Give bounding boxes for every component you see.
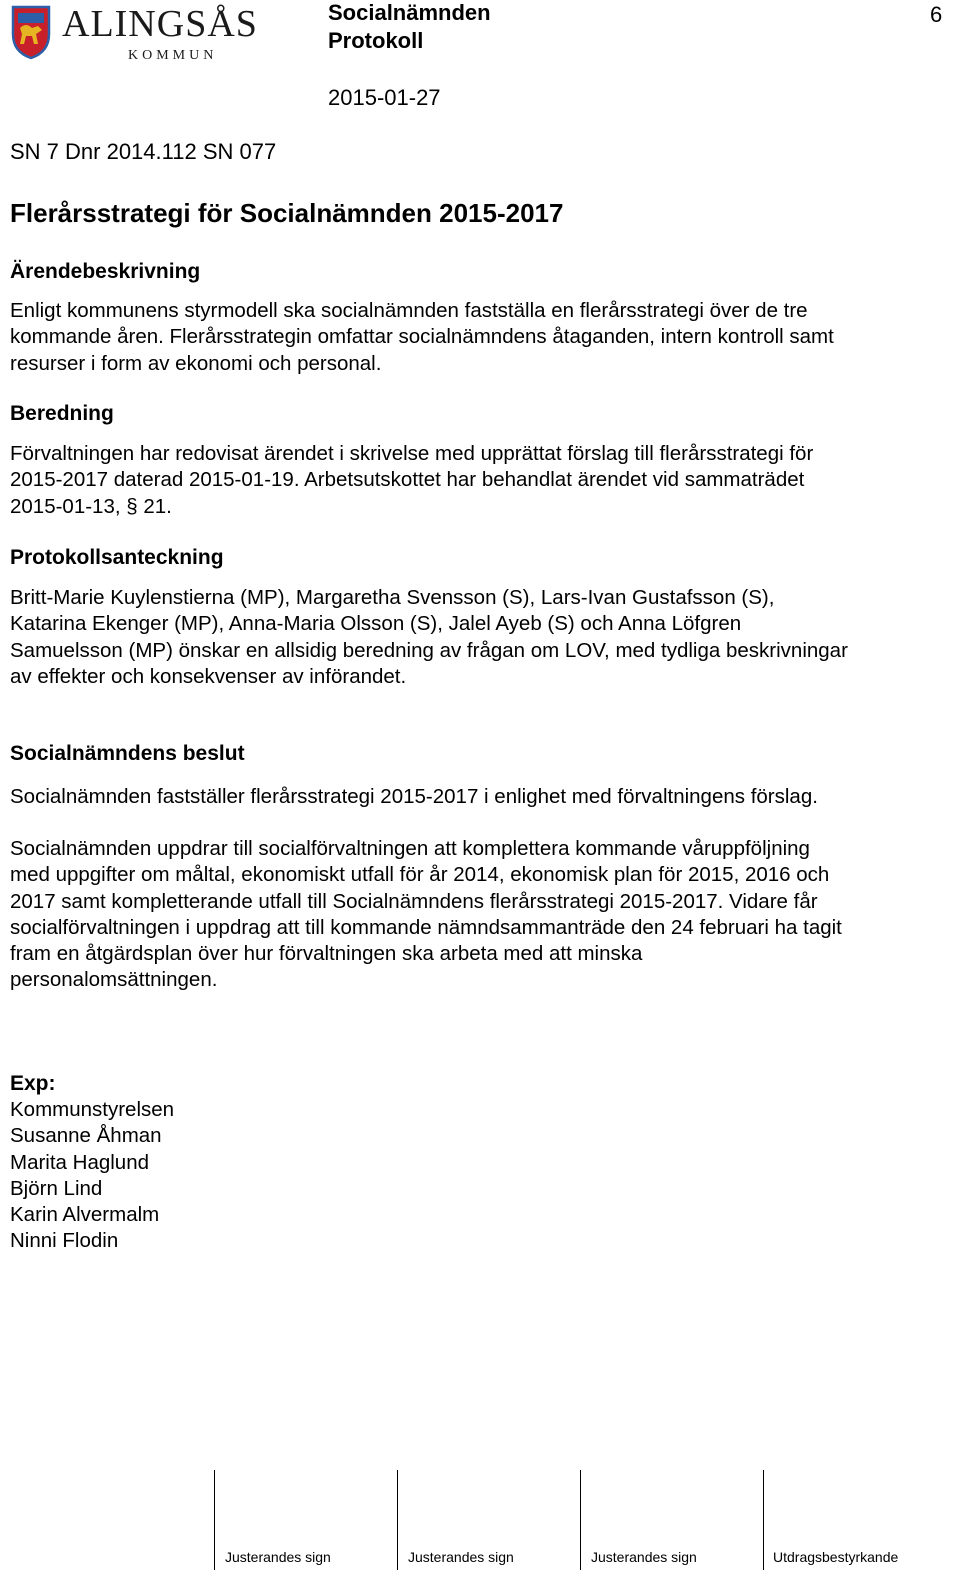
text-line: socialförvaltningen i uppdrag att till kommande nämndsammanträde den 24 februari ha tagit (10, 915, 842, 939)
text-line: Katarina Ekenger (MP), Anna-Maria Olsson (S), Jalel Ayeb (S) och Anna Löfgren (10, 612, 742, 636)
municipality-logo (10, 2, 290, 66)
list-item: Susanne Åhman (10, 1124, 162, 1148)
distribution-list (10, 1097, 174, 1255)
text-line: Enligt kommunens styrmodell ska socialnämnden fastställa en flerårsstrategi över de tre (10, 299, 808, 322)
text-line: fram en åtgärdsplan över hur förvaltningen ska arbeta med att minska (10, 942, 643, 966)
text-line: kommande åren. Flerårsstrategin omfattar socialnämndens åtaganden, intern kontroll samt (10, 325, 834, 349)
list-item: Marita Haglund (10, 1150, 150, 1174)
text-line: 2015-2017 daterad 2015-01-19. Arbetsutskottet har behandlat ärendet vid sammaträdet (10, 468, 805, 492)
coat-of-arms-icon (10, 4, 52, 60)
text-line: Samuelsson (MP) önskar en allsidig beredning av frågan om LOV, med tydliga beskrivningar (10, 638, 848, 662)
text-line: Förvaltningen har redovisat ärendet i skrivelse med upprättat förslag till flerårsstrategi för (10, 442, 814, 465)
preparation-paragraph (10, 441, 813, 520)
distribution-label: Exp: (10, 1072, 56, 1095)
section-heading-description: Ärendebeskrivning (10, 260, 201, 283)
logo-subtitle: KOMMUN (128, 48, 218, 63)
signature-divider (397, 1470, 398, 1570)
section-heading-minutes-note: Protokollsanteckning (10, 546, 224, 569)
text-line: Britt-Marie Kuylenstierna (MP), Margaretha Svensson (S), Lars-Ivan Gustafsson (S), (10, 586, 775, 609)
signature-label: Justerandes sign (591, 1549, 697, 1565)
text-line: med uppgifter om måltal, ekonomiskt utfall för år 2014, ekonomisk plan för 2015, 2016 och (10, 863, 830, 887)
signature-divider (763, 1470, 764, 1570)
signature-label: Justerandes sign (408, 1549, 514, 1565)
text-line: Socialnämnden uppdrar till socialförvaltningen att komplettera kommande våruppföljning (10, 837, 810, 860)
page-number: 6 (930, 2, 943, 27)
list-item: Kommunstyrelsen (10, 1098, 175, 1121)
decision-paragraph-1 (10, 784, 818, 810)
page-title: Flerårsstrategi för Socialnämnden 2015-2017 (10, 198, 564, 228)
text-line: 2017 samt kompletterande utfall till Socialnämndens flerårsstrategi 2015-2017. Vidare får (10, 889, 818, 913)
text-line: Socialnämnden fastställer flerårsstrategi 2015-2017 i enlighet med förvaltningens förslag. (10, 785, 818, 808)
section-heading-preparation: Beredning (10, 402, 114, 425)
text-line: resurser i form av ekonomi och personal. (10, 351, 382, 375)
document-type: Protokoll (328, 28, 424, 53)
decision-paragraph-2 (10, 836, 842, 994)
signature-label: Justerandes sign (225, 1549, 331, 1565)
description-paragraph (10, 298, 834, 377)
signature-label: Utdragsbestyrkande (773, 1549, 899, 1565)
case-reference: SN 7 Dnr 2014.112 SN 077 (10, 139, 277, 164)
minutes-note-paragraph (10, 585, 848, 690)
committee-name: Socialnämnden (328, 0, 491, 25)
text-line: 2015-01-13, § 21. (10, 494, 172, 518)
section-heading-decision: Socialnämndens beslut (10, 742, 245, 765)
text-line: personalomsättningen. (10, 968, 218, 992)
logo-wordmark: ALINGSÅS (62, 3, 258, 45)
signature-divider (214, 1470, 215, 1570)
meeting-date: 2015-01-27 (328, 85, 441, 110)
list-item: Ninni Flodin (10, 1229, 119, 1253)
signature-divider (580, 1470, 581, 1570)
list-item: Björn Lind (10, 1176, 103, 1200)
list-item: Karin Alvermalm (10, 1203, 160, 1227)
text-line: av effekter och konsekvenser av införandet. (10, 664, 407, 688)
